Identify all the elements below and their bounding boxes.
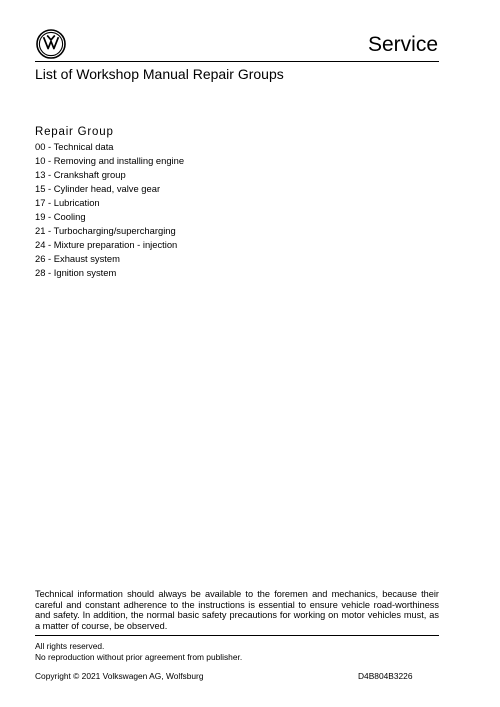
vw-logo-icon [36,29,66,59]
document-title: List of Workshop Manual Repair Groups [35,66,284,82]
repair-group-item[interactable]: 15 - Cylinder head, valve gear [35,183,161,194]
reproduction-notice-text: No reproduction without prior agreement from publisher. [35,651,243,662]
repair-group-item[interactable]: 26 - Exhaust system [35,253,120,264]
repair-group-item[interactable]: 13 - Crankshaft group [35,169,126,180]
repair-group-item[interactable]: 21 - Turbocharging/supercharging [35,225,176,236]
repair-group-item[interactable]: 00 - Technical data [35,141,114,152]
safety-disclaimer: Technical information should always be available to the foremen and mechanics, because their careful and constant adherence to the instructions is essential to ensure vehicle road-worthiness and safety. In addition, the normal basic safety precautions for working on motor vehicles must, as a matter of course, be observed. [35,589,439,631]
footer-divider [35,635,439,636]
repair-group-heading: Repair Group [35,126,114,138]
repair-group-item[interactable]: 10 - Removing and installing engine [35,155,185,166]
repair-group-item[interactable]: 17 - Lubrication [35,197,100,208]
rights-notice [35,641,242,662]
service-title: Service [367,33,438,56]
repair-group-item[interactable]: 19 - Cooling [35,211,86,222]
copyright-text: Copyright © 2021 Volkswagen AG, Wolfsburg [35,671,204,681]
repair-group-item[interactable]: 24 - Mixture preparation - injection [35,239,178,250]
header-divider [35,61,439,62]
repair-group-item[interactable]: 28 - Ignition system [35,267,117,278]
document-number: D4B804B3226 [358,671,413,681]
rights-reserved-text: All rights reserved. [35,641,105,651]
repair-group-list [35,140,184,280]
